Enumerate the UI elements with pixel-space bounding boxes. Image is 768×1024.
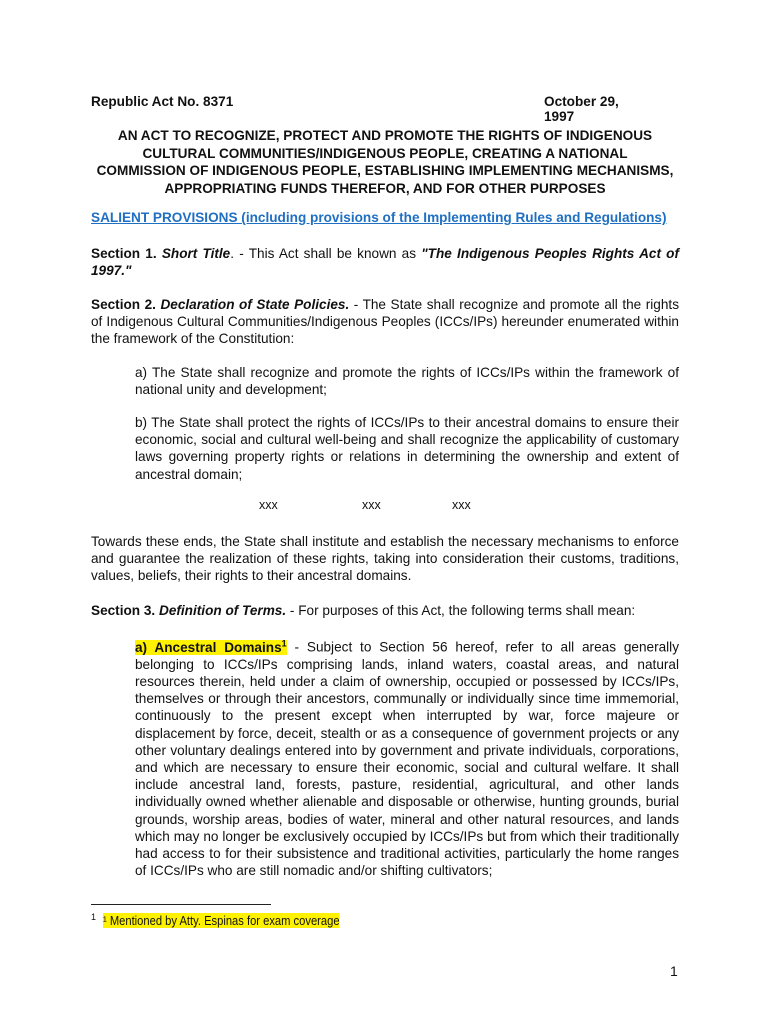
footnote-divider bbox=[91, 904, 271, 905]
section-3-heading: Definition of Terms. bbox=[159, 603, 287, 618]
section-1-text: . - This Act shall be known as bbox=[230, 246, 422, 261]
act-title-line: COMMISSION OF INDIGENOUS PEOPLE, ESTABLISHING IMPLEMENTING MECHANISMS, bbox=[96, 163, 674, 178]
section-1-quoted-title: "The Indigenous Peoples Rights Act of 1997." bbox=[91, 246, 679, 279]
act-title-line: APPROPRIATING FUNDS THEREFOR, AND FOR OTHER PURPOSES bbox=[164, 180, 606, 196]
omission-mark: xxx bbox=[362, 498, 381, 512]
act-title bbox=[80, 127, 690, 197]
salient-provisions-heading: SALIENT PROVISIONS (including provisions of the Implementing Rules and Regulations) bbox=[91, 210, 667, 225]
section-1-heading: Short Title bbox=[161, 246, 231, 261]
section-1 bbox=[91, 245, 679, 279]
act-title-line: CULTURAL COMMUNITIES/INDIGENOUS PEOPLE, CREATING A NATIONAL bbox=[142, 145, 628, 161]
act-header bbox=[91, 94, 651, 124]
section-2-item-a: a) The State shall recognize and promote the rights of ICCs/IPs within the framework of national unity and development; bbox=[135, 365, 679, 398]
section-3-text: - For purposes of this Act, the following terms shall mean: bbox=[286, 603, 636, 618]
section-3-item-a bbox=[135, 635, 679, 879]
section-1-label: Section 1. bbox=[91, 246, 157, 261]
footnote-number: 1 bbox=[91, 912, 97, 922]
act-number: Republic Act No. 8371 bbox=[91, 94, 234, 109]
ancestral-domains-term bbox=[135, 640, 287, 655]
section-2-heading: Declaration of State Policies. bbox=[160, 297, 350, 312]
omission-mark: xxx bbox=[259, 498, 278, 512]
section-3-label: Section 3. bbox=[91, 603, 156, 618]
omission-mark: xxx bbox=[452, 498, 471, 512]
page-number: 1 bbox=[670, 963, 678, 979]
footnote-ref[interactable]: 1 bbox=[281, 638, 287, 648]
footnote-text: ¹ Mentioned by Atty. Espinas for exam coverage bbox=[102, 913, 340, 929]
section-2-label: Section 2. bbox=[91, 297, 156, 312]
section-2 bbox=[91, 296, 679, 348]
section-2-text: - The State shall recognize and promote all the rights of Indigenous Cultural Communities/Indigenous Peoples (ICCs/IPs) hereunder enumerated within the framework of the Constitution: bbox=[91, 297, 679, 347]
act-title-line: AN ACT TO RECOGNIZE, PROTECT AND PROMOTE THE RIGHTS OF INDIGENOUS bbox=[117, 128, 653, 143]
act-date: October 29, 1997 bbox=[544, 94, 619, 124]
footnote bbox=[91, 912, 378, 928]
ancestral-domains-definition: - Subject to Section 56 hereof, refer to all areas generally belonging to ICCs/IPs comprising lands, inland waters, coastal areas, and natural resources therein, held under a claim of ownership, occupied or possessed by ICCs/IPs, themselves or through their ancestors, communally or individually since time immemorial, continuously to the present except when interrupted by war, force majeure or displacement by force, deceit, stealth or as a consequence of government projects or any other voluntary dealings entered into by government and private individuals, corporations, and which are necessary to ensure their economic, social and cultural welfare. It shall include ancestral land, forests, pasture, residential, agricultural, and other lands individually owned whether alienable and disposable or otherwise, hunting grounds, burial grounds, worship areas, bodies of water, mineral and other natural resources, and lands which may no longer be exclusively occupied by ICCs/IPs but from which their traditionally had access to for their subsistence and traditional activities, particularly the home ranges of ICCs/IPs who are still nomadic and/or shifting cultivators; bbox=[135, 639, 679, 879]
section-2-closing: Towards these ends, the State shall institute and establish the necessary mechanisms to enforce and guarantee the realization of these rights, taking into consideration their customs, traditions, values, beliefs, their rights to their ancestral domains. bbox=[91, 534, 679, 584]
term-label: a) Ancestral Domains bbox=[135, 639, 282, 655]
section-2-item-b: b) The State shall protect the rights of ICCs/IPs to their ancestral domains to ensure their economic, social and cultural well-being and shall recognize the applicability of customary laws governing property rights or relations in determining the ownership and extent of ancestral domain; bbox=[135, 415, 679, 482]
section-3 bbox=[91, 602, 679, 619]
